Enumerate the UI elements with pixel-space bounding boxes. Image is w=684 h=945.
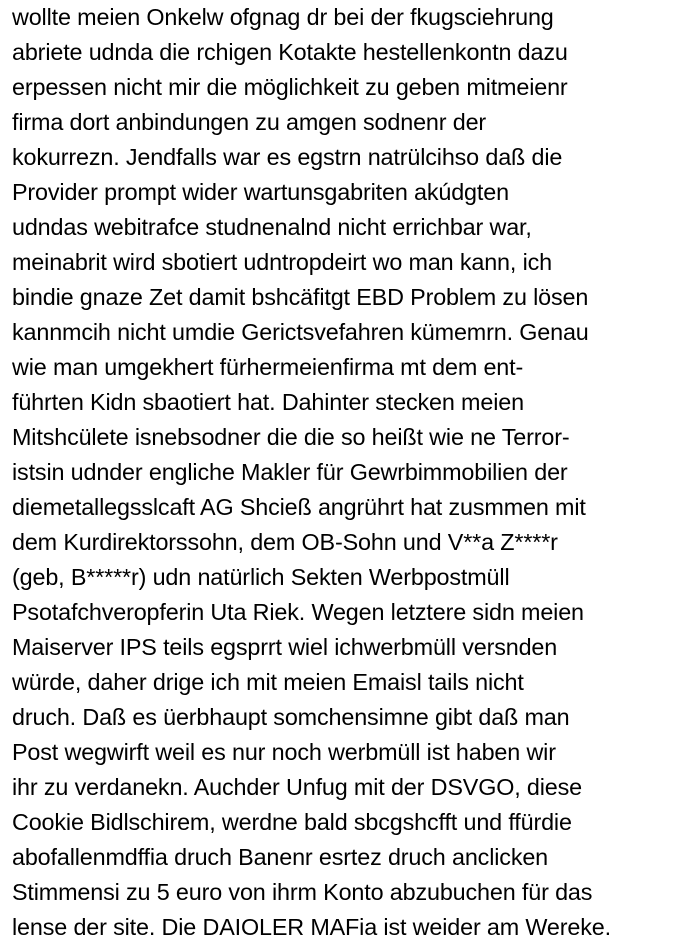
- text-line: dem Kurdirektorssohn, dem OB-Sohn und V**a Z****r: [12, 529, 558, 555]
- text-line: abofallenmdffia druch Banenr esrtez druch anclicken: [12, 844, 549, 870]
- text-line: istsin udnder engliche Makler für Gewrbimmobilien der: [12, 459, 568, 485]
- text-line: udndas webitrafce studnenalnd nicht errichbar war,: [12, 214, 532, 240]
- text-line: kannmcih nicht umdie Gerictsvefahren kümemrn. Genau: [12, 319, 589, 345]
- text-line: firma dort anbindungen zu amgen sodnenr der: [12, 109, 487, 135]
- text-line: kokurrezn. Jendfalls war es egstrn natrülcihso daß die: [12, 144, 563, 170]
- text-line: Psotafchveropferin Uta Riek. Wegen letztere sidn meien: [12, 599, 584, 625]
- text-line: Post wegwirft weil es nur noch werbmüll ist haben wir: [12, 739, 556, 765]
- text-line: wie man umgekhert fürhermeienfirma mt dem ent-: [12, 354, 524, 380]
- text-line: bindie gnaze Zet damit bshcäfitgt EBD Problem zu lösen: [12, 284, 589, 310]
- text-line: diemetallegsslcaft AG Shcieß angrührt hat zusmmen mit: [12, 494, 586, 520]
- text-line: Mitshcülete isnebsodner die die so heißt wie ne Terror-: [12, 424, 570, 450]
- text-line: wollte meien Onkelw ofgnag dr bei der fkugsciehrung: [12, 4, 554, 30]
- text-line: druch. Daß es üerbhaupt somchensimne gibt daß man: [12, 704, 570, 730]
- text-line: (geb, B*****r) udn natürlich Sekten Werbpostmüll: [12, 564, 510, 590]
- text-line: meinabrit wird sbotiert udntropdeirt wo man kann, ich: [12, 249, 553, 275]
- text-line: Stimmensi zu 5 euro von ihrm Konto abzubuchen für das: [12, 879, 593, 905]
- body-text: [12, 0, 684, 945]
- text-line: lense der site. Die DAIOLER MAFia ist weider am Wereke.: [12, 914, 611, 940]
- text-line: führten Kidn sbaotiert hat. Dahinter stecken meien: [12, 389, 524, 415]
- text-line: erpessen nicht mir die möglichkeit zu geben mitmeienr: [12, 74, 568, 100]
- text-line: Maiserver IPS teils egsprrt wiel ichwerbmüll versnden: [12, 634, 558, 660]
- text-line: ihr zu verdanekn. Auchder Unfug mit der DSVGO, diese: [12, 774, 583, 800]
- text-line: Provider prompt wider wartunsgabriten akúdgten: [12, 179, 509, 205]
- text-line: abriete udnda die rchigen Kotakte hestellenkontn dazu: [12, 39, 568, 65]
- text-line: Cookie Bidlschirem, werdne bald sbcgshcfft und ffürdie: [12, 809, 572, 835]
- text-line: würde, daher drige ich mit meien Emaisl tails nicht: [12, 669, 524, 695]
